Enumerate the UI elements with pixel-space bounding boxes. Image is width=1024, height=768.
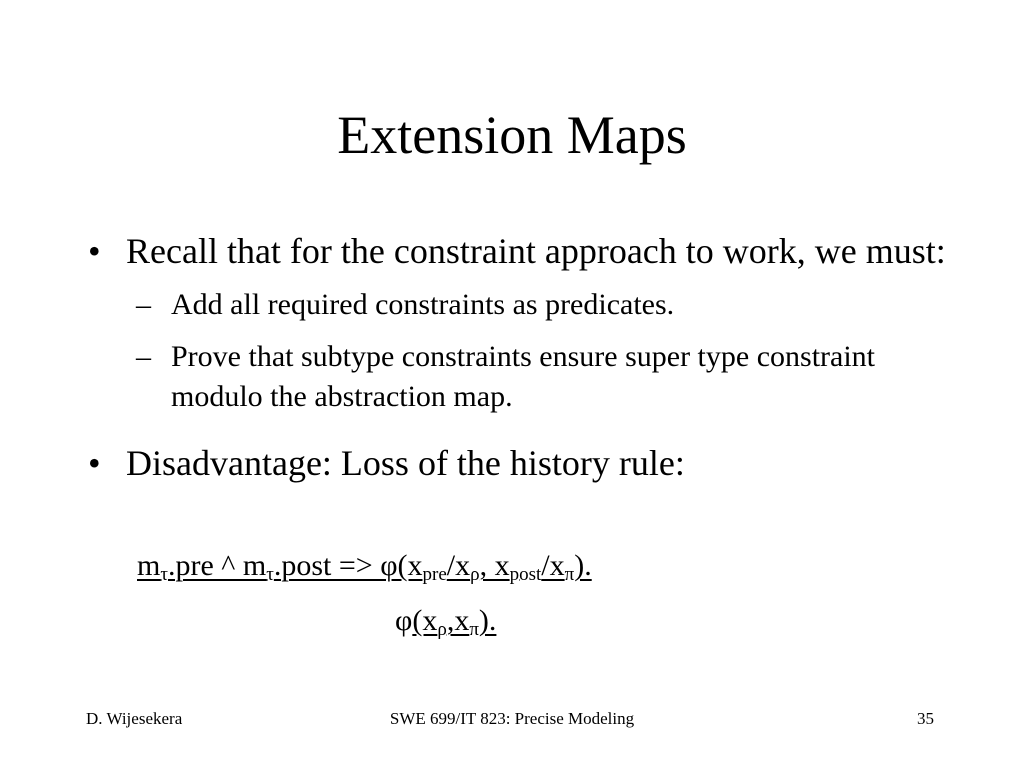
formula-text: , x (479, 549, 510, 582)
post-subscript: post (509, 564, 542, 585)
pi-subscript: π (469, 619, 479, 640)
sub-list (136, 285, 960, 417)
dash-marker: – (136, 288, 151, 321)
slide-title: Extension Maps (337, 105, 687, 165)
pi-subscript: π (564, 564, 575, 585)
rho-subscript: ρ (470, 564, 480, 585)
bullet-text: Disadvantage: Loss of the history rule: (126, 443, 685, 483)
formula-text: .post => φ(x (273, 549, 423, 582)
dash-marker: – (136, 340, 151, 373)
footer-page-number: 35 (917, 709, 934, 728)
rho-subscript: ρ (437, 619, 447, 640)
bullet-marker: • (88, 443, 101, 483)
footer-author: D. Wijesekera (86, 709, 183, 728)
phi-formula (395, 601, 496, 641)
sub-item-prove-subtype (136, 337, 960, 417)
formula-text: ). (574, 549, 592, 582)
sub-item-text: Prove that subtype constraints ensure super type constraint modulo the abstraction map. (171, 340, 876, 413)
formula-text: /x (541, 549, 565, 582)
formula-text: .pre ^ m (167, 549, 267, 582)
formula-text: ). (478, 604, 497, 637)
tau-subscript: τ (160, 564, 168, 585)
formula-text: (x (412, 604, 438, 637)
bullet-text: Recall that for the constraint approach to work, we must: (126, 231, 946, 271)
pre-subscript: pre (422, 564, 447, 585)
sub-item-text: Add all required constraints as predicates. (171, 288, 675, 321)
history-rule-formula (137, 546, 592, 586)
bullet-list (80, 228, 960, 487)
formula-text: /x (446, 549, 471, 582)
bullet-marker: • (88, 231, 101, 271)
sub-item-add-constraints (136, 285, 960, 325)
tau-subscript: τ (266, 564, 274, 585)
footer-course: SWE 699/IT 823: Precise Modeling (389, 709, 635, 728)
bullet-item-recall (80, 228, 960, 275)
formula-text: ,x (446, 604, 470, 637)
bullet-item-disadvantage (80, 440, 960, 487)
phi-symbol: φ (395, 604, 413, 637)
formula-text: m (137, 549, 161, 582)
